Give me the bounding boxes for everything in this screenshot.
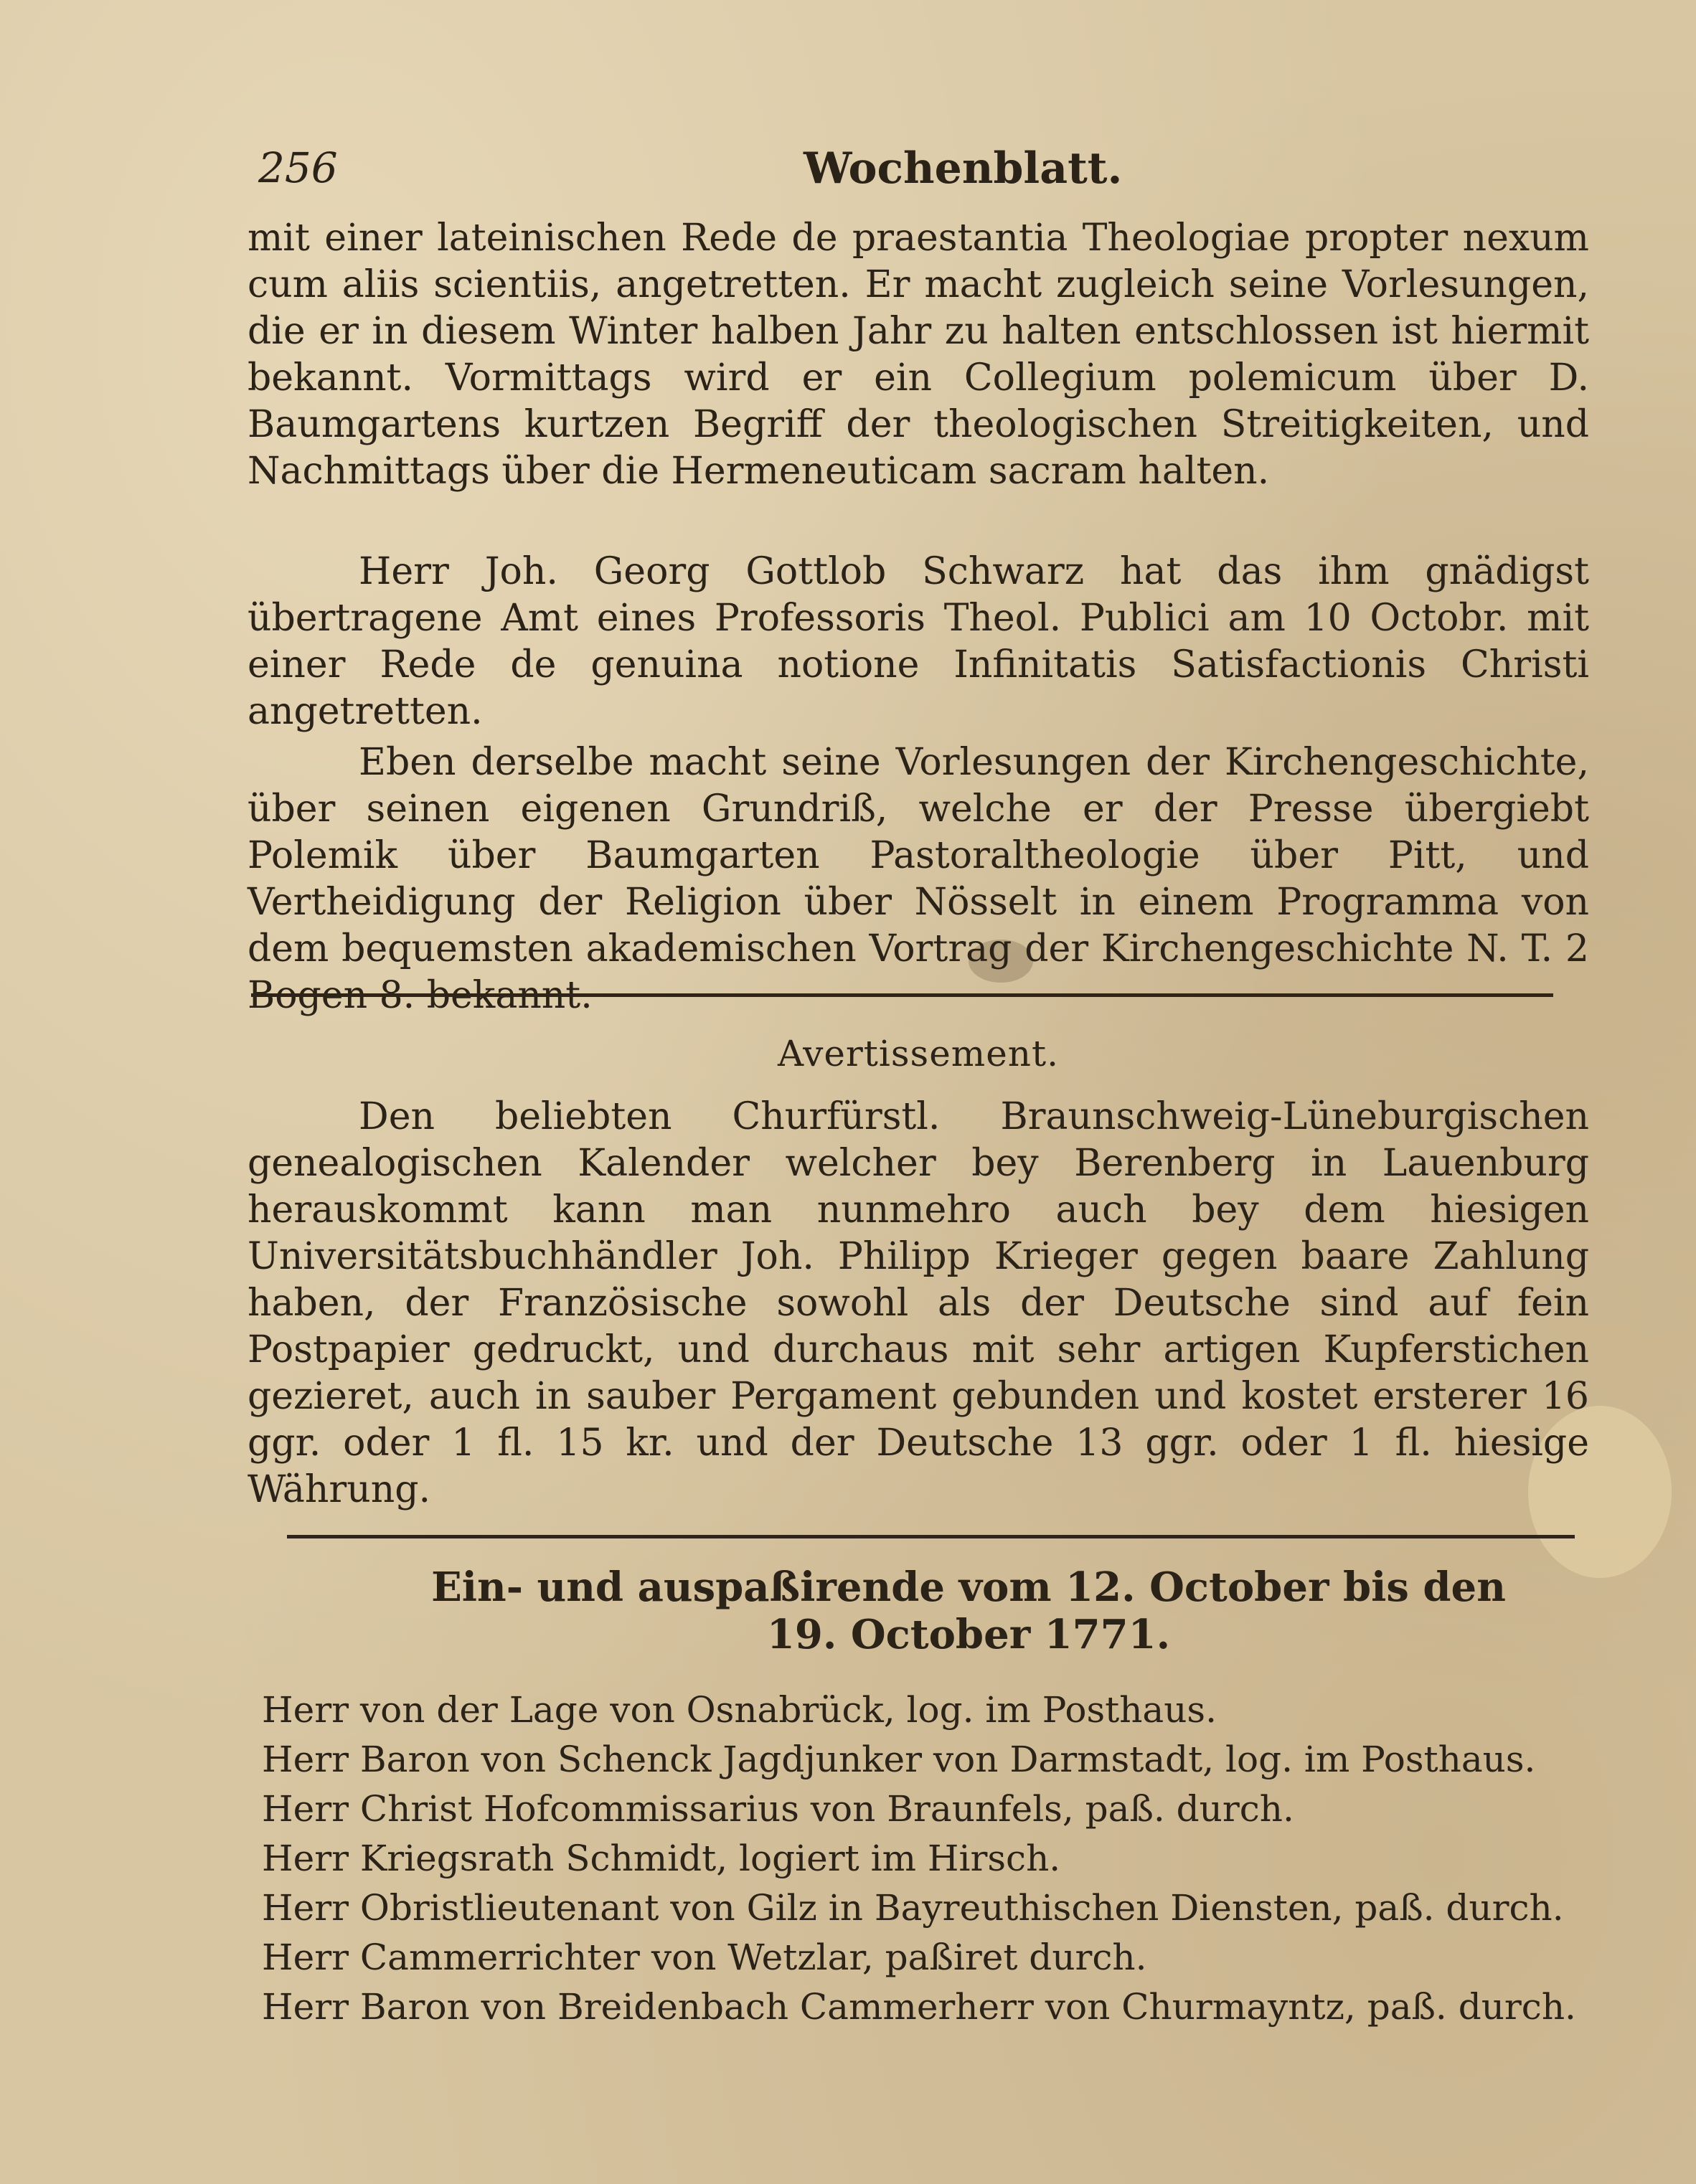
arrival-entry: Herr Obristlieutenant von Gilz in Bayreuthischen Diensten, paß. durch. [262,1887,1564,1929]
avertissement-body [248,1094,1589,1513]
arrivals-list [262,1686,1611,2032]
arrival-entry: Herr Baron von Schenck Jagdjunker von Darmstadt, log. im Posthaus. [262,1739,1536,1780]
schwarz-notice [248,549,1589,1019]
continuation-text: mit einer lateinischen Rede de praestantia Theologiae propter nexum cum aliis scientiis, angetretten. Er macht zugleich seine Vorlesungen, die er in diesem Winter halben Jahr zu halten entschlossen ist hiermit bekannt. Vormittags wird er ein Collegium polemicum über D. Baumgartens kurtzen Begriff der theologischen Streitigkeiten, und Nachmittags über die Hermeneuticam sacram halten. [248,217,1589,493]
avertissement-text: Den beliebten Churfürstl. Braunschweig-Lüneburgischen genealogischen Kalender welcher bey Berenberg in Lauenburg herauskommt kann man nunmehro auch bey dem hiesigen Universitätsbuchhändler Joh. Philipp Krieger gegen baare Zahlung haben, der Französische sowohl als der Deutsche sind auf fein Postpapier gedruckt, und durchaus mit sehr artigen Kupferstichen gezieret, auch in sauber Pergament gebunden und kostet ersterer 16 ggr. oder 1 fl. 15 kr. und der Deutsche 13 ggr. oder 1 fl. hiesige Währung. [248,1095,1589,1511]
arrival-entry: Herr Christ Hofcommissarius von Braunfels, paß. durch. [262,1788,1294,1830]
arrivals-title-line-1: Ein- und auspaßirende vom 12. October bis den [431,1564,1506,1611]
avertissement-heading: Avertissement. [777,1033,1059,1074]
arrivals-title-line-2: 19. October 1771. [766,1611,1171,1658]
arrival-entry: Herr Baron von Breidenbach Cammerherr von Churmayntz, paß. durch. [262,1986,1576,2028]
running-title: Wochenblatt. [804,143,1123,194]
continuation-paragraph [248,215,1589,495]
arrival-entry: Herr von der Lage von Osnabrück, log. im Posthaus. [262,1689,1217,1731]
arrivals-title [402,1564,1535,1658]
page-header [258,143,1593,201]
schwarz-paragraph-2: Eben derselbe macht seine Vorlesungen der Kirchengeschichte, über seinen eigenen Grundriß, welche er der Presse übergiebt Polemik über Baumgarten Pastoraltheologie über Pitt, und Vertheidigung der Religion über Nösselt in einem Programma von dem bequemsten akademischen Vortrag der Kirchengeschichte N. T. 2 Bogen 8. bekannt. [248,741,1589,1017]
arrival-entry: Herr Kriegsrath Schmidt, logiert im Hirsch. [262,1838,1061,1879]
page-number: 256 [258,143,338,192]
schwarz-paragraph-1: Herr Joh. Georg Gottlob Schwarz hat das ihm gnädigst übertragene Amt eines Professoris Theol. Publici am 10 Octobr. mit einer Rede de genuina notione Infinitatis Satisfactionis Christi angetretten. [248,550,1589,733]
arrival-entry: Herr Cammerrichter von Wetzlar, paßiret durch. [262,1937,1147,1978]
section-divider [287,1535,1575,1538]
section-divider [251,993,1553,997]
